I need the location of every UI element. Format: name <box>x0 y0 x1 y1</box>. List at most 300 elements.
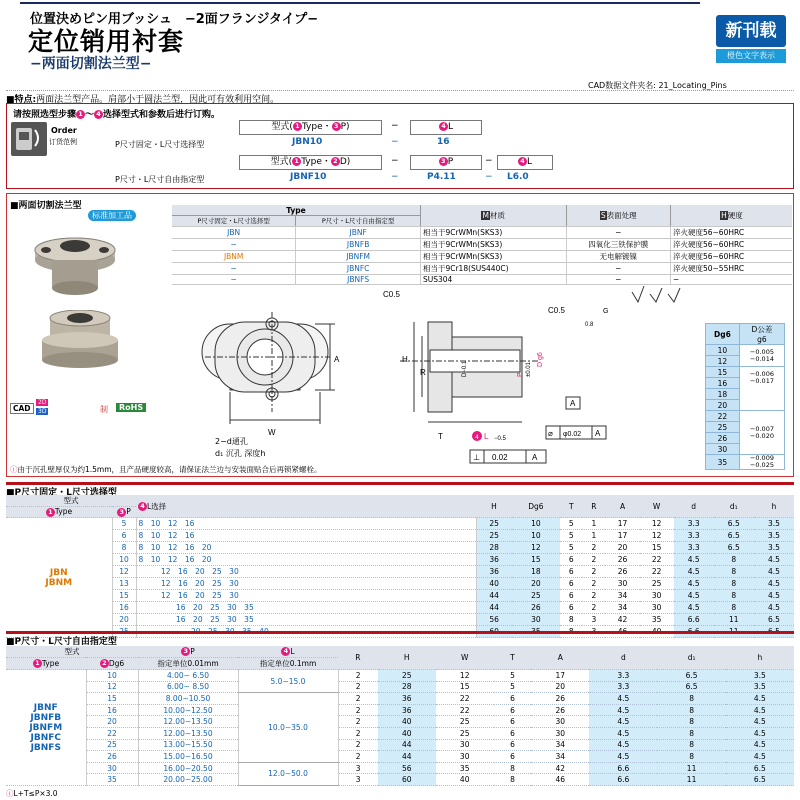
divider <box>6 90 794 91</box>
free-val: 40 <box>436 774 494 786</box>
fixed-p: 13 <box>112 578 136 590</box>
fixed-val: 6 <box>560 578 582 590</box>
fixed-val: 6.5 <box>754 614 794 626</box>
free-h-type-t: 1 Type <box>6 658 86 670</box>
order-label-en: Order <box>51 126 77 135</box>
free-val: 4.5 <box>726 751 794 763</box>
fixed-val: 5 <box>560 518 582 530</box>
type-fixed: JBNM <box>172 250 296 262</box>
fixed-val: 44 <box>476 602 511 614</box>
fixed-p: 8 <box>112 542 136 554</box>
free-val: 36 <box>378 693 436 705</box>
type-surface: 无电解镀镍 <box>566 250 670 262</box>
free-row <box>6 681 794 693</box>
free-p: 10.00∼12.50 <box>138 704 238 716</box>
free-h-3: T <box>494 646 532 670</box>
free-val: 8 <box>494 762 532 774</box>
fixed-val: 18 <box>512 566 561 578</box>
drawing-w: W <box>268 428 276 437</box>
cad-badge: CAD <box>10 403 34 414</box>
type-fixed: − <box>172 274 296 285</box>
free-val: 17 <box>531 670 589 682</box>
type-table <box>172 205 792 285</box>
free-p: 20.00∼25.00 <box>138 774 238 786</box>
free-type-cell <box>6 670 86 786</box>
bottom-note: ⓘL+T≤P×3.0 <box>6 789 58 798</box>
fixed-l: 12 16 20 25 30 <box>136 566 476 578</box>
free-val: 44 <box>378 751 436 763</box>
drawing-tol-coax: φ0.02 <box>563 431 582 438</box>
fixed-val: 8 <box>714 554 754 566</box>
fixed-p: 15 <box>112 590 136 602</box>
free-p: 6.00∼ 8.50 <box>138 681 238 693</box>
fixed-val: 17 <box>605 530 639 542</box>
drawing-a: A <box>334 355 340 364</box>
fixed-val: 2 <box>582 578 605 590</box>
free-val: 12 <box>436 670 494 682</box>
order-free-type-header: 型式( 1 Type・ 2 D) <box>239 155 382 170</box>
fixed-h-type: 型式 <box>6 495 136 507</box>
drawing-counterbore-note: d₁ 沉孔 深度h <box>215 449 266 458</box>
dg6-value: 25 <box>706 422 740 433</box>
standard-badge: 标准加工品 <box>88 210 136 221</box>
free-type-name: JBNFB <box>30 712 62 723</box>
free-p: 13.00∼15.50 <box>138 739 238 751</box>
japanese-title: 位置決めピン用ブッシュ −2面フランジタイプ− <box>30 12 319 27</box>
section-rule-fixed <box>6 482 794 485</box>
fixed-val: 5 <box>560 530 582 542</box>
fixed-val: 2 <box>582 566 605 578</box>
fixed-val: 30 <box>512 614 561 626</box>
fixed-val: 4.5 <box>674 590 714 602</box>
fixed-type-cell <box>6 518 112 638</box>
drawing-p-tol: ±0.01 <box>526 362 532 377</box>
type-surface: 四氧化三铁保护膜 <box>566 238 670 250</box>
free-val: 4.5 <box>589 704 657 716</box>
free-val: 3.3 <box>589 670 657 682</box>
free-val: 8 <box>657 716 725 728</box>
fixed-val: 1 <box>582 518 605 530</box>
fixed-val: 30 <box>605 578 639 590</box>
free-val: 26 <box>531 693 589 705</box>
fixed-h-5: W <box>640 495 674 518</box>
fixed-h-0: H <box>476 495 511 518</box>
order-fixed-type-header: 型式( 1 Type・ 3 P) <box>239 120 382 135</box>
fixed-h-type-t: 1 Type <box>6 507 112 518</box>
fixed-val: 6 <box>560 554 582 566</box>
free-h-4: A <box>531 646 589 670</box>
dg6-tol: −0.005 −0.014 <box>739 345 784 367</box>
free-val: 8 <box>657 704 725 716</box>
fixed-l: 8 10 12 16 20 <box>136 554 476 566</box>
fixed-val: 6.6 <box>674 614 714 626</box>
fixed-h-8: h <box>754 495 794 518</box>
drawing-tol-coax-ref: A <box>595 429 601 438</box>
fixed-val: 36 <box>476 554 511 566</box>
fixed-val: 36 <box>476 566 511 578</box>
fixed-row <box>6 554 794 566</box>
type-hardness: 淬火硬度56∼60HRC <box>670 226 792 238</box>
dg6-value: 12 <box>706 356 740 367</box>
free-dg6: 20 <box>86 716 138 728</box>
free-dg6: 30 <box>86 762 138 774</box>
fixed-val: 6 <box>560 566 582 578</box>
fixed-h-3: R <box>582 495 605 518</box>
free-val: 4.5 <box>726 704 794 716</box>
type-row <box>172 238 792 250</box>
product-photo-1 <box>30 228 120 302</box>
fixed-val: 10 <box>512 518 561 530</box>
type-material: SUS304 <box>420 274 566 285</box>
free-val: 34 <box>531 739 589 751</box>
cad-3d-badge: 3D <box>38 408 47 415</box>
free-val: 8 <box>657 751 725 763</box>
order-dash: − <box>391 121 399 131</box>
free-val: 5 <box>494 681 532 693</box>
free-row <box>6 704 794 716</box>
fixed-val: 12 <box>640 530 674 542</box>
type-material: 相当于9Cr18(SUS440C) <box>420 262 566 274</box>
free-p: 8.00∼10.50 <box>138 693 238 705</box>
free-val: 40 <box>378 716 436 728</box>
free-val: 6 <box>494 716 532 728</box>
drawing-l: L <box>484 432 489 441</box>
free-p: 16.00∼20.50 <box>138 762 238 774</box>
free-val: 56 <box>378 762 436 774</box>
page-subtitle: −两面切割法兰型− <box>30 56 152 72</box>
type-surface: − <box>566 262 670 274</box>
free-h-l-sub: 指定单位0.1mm <box>238 658 338 670</box>
fixed-val: 12 <box>512 542 561 554</box>
free-val: 6.6 <box>589 774 657 786</box>
dg6-row <box>706 345 785 356</box>
free-l: 12.0∼50.0 <box>238 762 338 785</box>
fixed-val: 12 <box>640 518 674 530</box>
type-free: JBNFM <box>296 250 421 262</box>
dg6-row <box>706 455 785 470</box>
order-instruction: 请按照选型步骤 1 ～ 4 选择型式和参数后进行订购。 <box>13 110 221 120</box>
free-val: 6.5 <box>726 774 794 786</box>
type-surface: − <box>566 226 670 238</box>
features-text: 两面法兰型产品。肩部小于圆法兰型，因此可有效利用空间。 <box>36 95 280 105</box>
product-photo-2 <box>40 310 120 394</box>
dg6-table <box>705 323 785 470</box>
page-title: 定位销用衬套 <box>28 27 185 56</box>
fixed-h-6: d <box>674 495 714 518</box>
type-fixed: − <box>172 238 296 250</box>
cad-folder-note: CAD数据文件夹名: 21_Locating_Pins <box>588 81 727 90</box>
svg-text:4: 4 <box>475 434 479 441</box>
free-val: 6 <box>494 739 532 751</box>
order-free-label: P尺寸・L尺寸自由指定型 <box>115 175 205 184</box>
dg6-value: 16 <box>706 378 740 389</box>
order-dash: − <box>391 172 399 182</box>
order-free-l-value: L6.0 <box>507 172 529 182</box>
free-h-0: R <box>338 646 378 670</box>
free-val: 8 <box>657 728 725 740</box>
free-val: 2 <box>338 670 378 682</box>
fixed-val: 4.5 <box>674 578 714 590</box>
type-free: JBNFB <box>296 238 421 250</box>
fixed-p: 12 <box>112 566 136 578</box>
drawing-t: T <box>438 432 443 441</box>
free-dg6: 22 <box>86 728 138 740</box>
footnote: ⓘ由于沉孔壁厚仅为约1.5mm，且产品硬度较高，请保证法兰边与安装面贴合后再锁紧螺栓。 <box>10 465 322 474</box>
fixed-l: 8 10 12 16 20 <box>136 542 476 554</box>
fixed-val: 28 <box>476 542 511 554</box>
free-val: 11 <box>657 774 725 786</box>
type-fixed: − <box>172 262 296 274</box>
free-val: 4.5 <box>589 716 657 728</box>
fixed-l: 16 20 25 30 35 <box>136 614 476 626</box>
free-dg6: 12 <box>86 681 138 693</box>
fixed-val: 10 <box>512 530 561 542</box>
dg6-row <box>706 389 785 400</box>
free-val: 36 <box>378 704 436 716</box>
free-val: 2 <box>338 693 378 705</box>
fixed-val: 2 <box>582 542 605 554</box>
order-phone-icon <box>11 122 47 156</box>
order-box <box>6 103 794 189</box>
cad-2d-badge: 2D <box>38 399 47 406</box>
fixed-val: 22 <box>640 554 674 566</box>
fixed-val: 3.5 <box>754 518 794 530</box>
fixed-val: 4.5 <box>754 590 794 602</box>
dg6-value: 22 <box>706 411 740 422</box>
order-free-type-value: JBNF10 <box>290 172 327 182</box>
type-free: JBNF <box>296 226 421 238</box>
free-val: 4.5 <box>589 728 657 740</box>
free-row <box>6 693 794 705</box>
order-free-p-value: P4.11 <box>427 172 456 182</box>
fixed-val: 15 <box>512 554 561 566</box>
free-val: 6 <box>494 704 532 716</box>
free-val: 2 <box>338 728 378 740</box>
fixed-p: 5 <box>112 518 136 530</box>
dg6-value: 10 <box>706 345 740 356</box>
dg6-row <box>706 367 785 378</box>
free-val: 2 <box>338 739 378 751</box>
free-h-5: d <box>589 646 657 670</box>
dg6-value: 20 <box>706 400 740 411</box>
drawing-h: H <box>402 355 408 364</box>
fixed-val: 35 <box>640 614 674 626</box>
type-material: 相当于9CrWMn(SKS3) <box>420 250 566 262</box>
free-val: 30 <box>531 728 589 740</box>
type-col-fixed: P尺寸固定・L尺寸选择型 <box>172 216 296 227</box>
free-h-2: W <box>436 646 494 670</box>
order-free-p-header: 3 P <box>410 155 482 170</box>
free-val: 20 <box>531 681 589 693</box>
free-type-name: JBNF <box>33 702 58 713</box>
drawing-dg6: D g6 <box>537 352 544 367</box>
features-label: ■特点: <box>6 95 37 105</box>
free-section-title: ■P尺寸・L尺寸自由指定型 <box>6 637 117 647</box>
free-row <box>6 751 794 763</box>
free-row <box>6 670 794 682</box>
dg6-tol: −0.009 −0.025 <box>739 455 784 470</box>
type-free: JBNFC <box>296 262 421 274</box>
drawing-c05-a: C0.5 <box>383 290 400 299</box>
type-hardness: 淬火硬度50∼55HRC <box>670 262 792 274</box>
fixed-h-7: d₁ <box>714 495 754 518</box>
free-p: 12.00∼13.50 <box>138 728 238 740</box>
fixed-val: 6.5 <box>714 542 754 554</box>
fixed-row <box>6 518 794 530</box>
drawing-hole-note: 2−d通孔 <box>215 437 248 446</box>
fixed-table <box>6 495 794 638</box>
fixed-val: 6 <box>560 590 582 602</box>
free-dg6: 15 <box>86 693 138 705</box>
fixed-val: 4.5 <box>674 554 714 566</box>
fixed-val: 3.3 <box>674 518 714 530</box>
fixed-p: 10 <box>112 554 136 566</box>
drawing-c05-b: C0.5 <box>548 306 565 315</box>
free-h-type: 型式 <box>6 646 138 658</box>
fixed-h-1: Dg6 <box>512 495 561 518</box>
free-val: 42 <box>531 762 589 774</box>
free-h-6: d₁ <box>657 646 725 670</box>
free-val: 3.5 <box>726 681 794 693</box>
type-hardness: 淬火硬度56∼60HRC <box>670 238 792 250</box>
fixed-val: 11 <box>714 614 754 626</box>
fixed-val: 3.3 <box>674 530 714 542</box>
free-val: 6.5 <box>657 670 725 682</box>
free-val: 60 <box>378 774 436 786</box>
order-dash: − <box>391 156 399 166</box>
free-p: 12.00∼13.50 <box>138 716 238 728</box>
free-val: 3 <box>338 774 378 786</box>
free-val: 15 <box>436 681 494 693</box>
free-val: 44 <box>378 739 436 751</box>
fixed-val: 2 <box>582 602 605 614</box>
fixed-val: 3.3 <box>674 542 714 554</box>
free-h-p-sub: 指定单位0.01mm <box>138 658 238 670</box>
order-free-l-header: 4 L <box>497 155 553 170</box>
free-val: 2 <box>338 751 378 763</box>
free-l: 5.0∼15.0 <box>238 670 338 693</box>
fixed-val: 25 <box>640 578 674 590</box>
free-row <box>6 728 794 740</box>
free-dg6: 35 <box>86 774 138 786</box>
free-val: 4.5 <box>726 739 794 751</box>
fixed-val: 44 <box>476 590 511 602</box>
dg6-value: 35 <box>706 455 740 470</box>
type-col-free: P尺寸・L尺寸自由指定型 <box>296 216 421 227</box>
free-val: 6 <box>494 751 532 763</box>
free-val: 40 <box>378 728 436 740</box>
type-hardness: − <box>670 274 792 285</box>
drawing-p: P <box>517 372 524 377</box>
free-val: 34 <box>531 751 589 763</box>
order-fixed-type-value: JBN10 <box>292 137 323 147</box>
free-val: 3.5 <box>726 670 794 682</box>
fixed-val: 25 <box>476 530 511 542</box>
free-val: 25 <box>436 728 494 740</box>
free-val: 6 <box>494 728 532 740</box>
drawing-tol-perp-ref: A <box>532 453 538 462</box>
fixed-val: 42 <box>605 614 639 626</box>
free-val: 25 <box>436 716 494 728</box>
fixed-val: 56 <box>476 614 511 626</box>
type-hardness: 淬火硬度56∼60HRC <box>670 250 792 262</box>
fixed-val: 4.5 <box>754 602 794 614</box>
free-val: 25 <box>378 670 436 682</box>
free-val: 30 <box>436 751 494 763</box>
free-p: 4.00∼ 6.50 <box>138 670 238 682</box>
free-val: 28 <box>378 681 436 693</box>
order-fixed-label: P尺寸固定・L尺寸选择型 <box>115 140 205 149</box>
free-val: 4.5 <box>589 693 657 705</box>
free-val: 4.5 <box>726 693 794 705</box>
fixed-val: 20 <box>512 578 561 590</box>
free-type-name: JBNFC <box>30 732 61 743</box>
type-free: JBNFS <box>296 274 421 285</box>
type-col-hardness: H硬度 <box>670 205 792 226</box>
free-type-name: JBNFM <box>29 722 63 733</box>
free-val: 4.5 <box>726 728 794 740</box>
dg6-value: 15 <box>706 367 740 378</box>
free-h-1: H <box>378 646 436 670</box>
free-type-name: JBNFS <box>30 742 61 753</box>
fixed-val: 40 <box>476 578 511 590</box>
fixed-val: 1 <box>582 530 605 542</box>
free-val: 6 <box>494 693 532 705</box>
fixed-val: 30 <box>640 590 674 602</box>
free-p: 15.00∼16.50 <box>138 751 238 763</box>
drawing-datum-a: A <box>570 399 576 408</box>
fixed-val: 15 <box>640 542 674 554</box>
fixed-row <box>6 614 794 626</box>
free-dg6: 16 <box>86 704 138 716</box>
fixed-val: 17 <box>605 518 639 530</box>
order-dash: − <box>485 172 493 182</box>
free-val: 3.3 <box>589 681 657 693</box>
fixed-row <box>6 530 794 542</box>
fixed-p: 20 <box>112 614 136 626</box>
free-val: 6.5 <box>726 762 794 774</box>
fixed-val: 8 <box>560 614 582 626</box>
new-badge-note: 橙色文字表示 <box>716 49 786 63</box>
fixed-row <box>6 602 794 614</box>
type-surface: − <box>566 274 670 285</box>
drawing-l-tol: −0.5 <box>494 436 506 442</box>
fixed-val: 8 <box>714 602 754 614</box>
fixed-l: 16 20 25 30 35 <box>136 602 476 614</box>
fixed-section-title: ■P尺寸固定・L尺寸选择型 <box>6 488 117 498</box>
fixed-l: 12 16 20 25 30 <box>136 590 476 602</box>
svg-text:⌀: ⌀ <box>548 429 553 438</box>
dg6-value: 18 <box>706 389 740 400</box>
new-badge: 新刊载 <box>716 15 786 47</box>
free-val: 2 <box>338 681 378 693</box>
type-table-title: Type <box>172 205 420 216</box>
free-val: 46 <box>531 774 589 786</box>
fixed-val: 4.5 <box>674 602 714 614</box>
free-table <box>6 646 794 786</box>
free-val: 30 <box>531 716 589 728</box>
drawing-r: R <box>420 368 426 377</box>
free-val: 3 <box>338 762 378 774</box>
fixed-val: 25 <box>476 518 511 530</box>
type-material: 相当于9CrWMn(SKS3) <box>420 238 566 250</box>
fixed-val: 8 <box>714 578 754 590</box>
fixed-l: 8 10 12 16 <box>136 530 476 542</box>
free-val: 8 <box>657 693 725 705</box>
svg-text:⊥: ⊥ <box>473 453 480 462</box>
fixed-val: 2 <box>582 590 605 602</box>
fixed-val: 34 <box>605 602 639 614</box>
